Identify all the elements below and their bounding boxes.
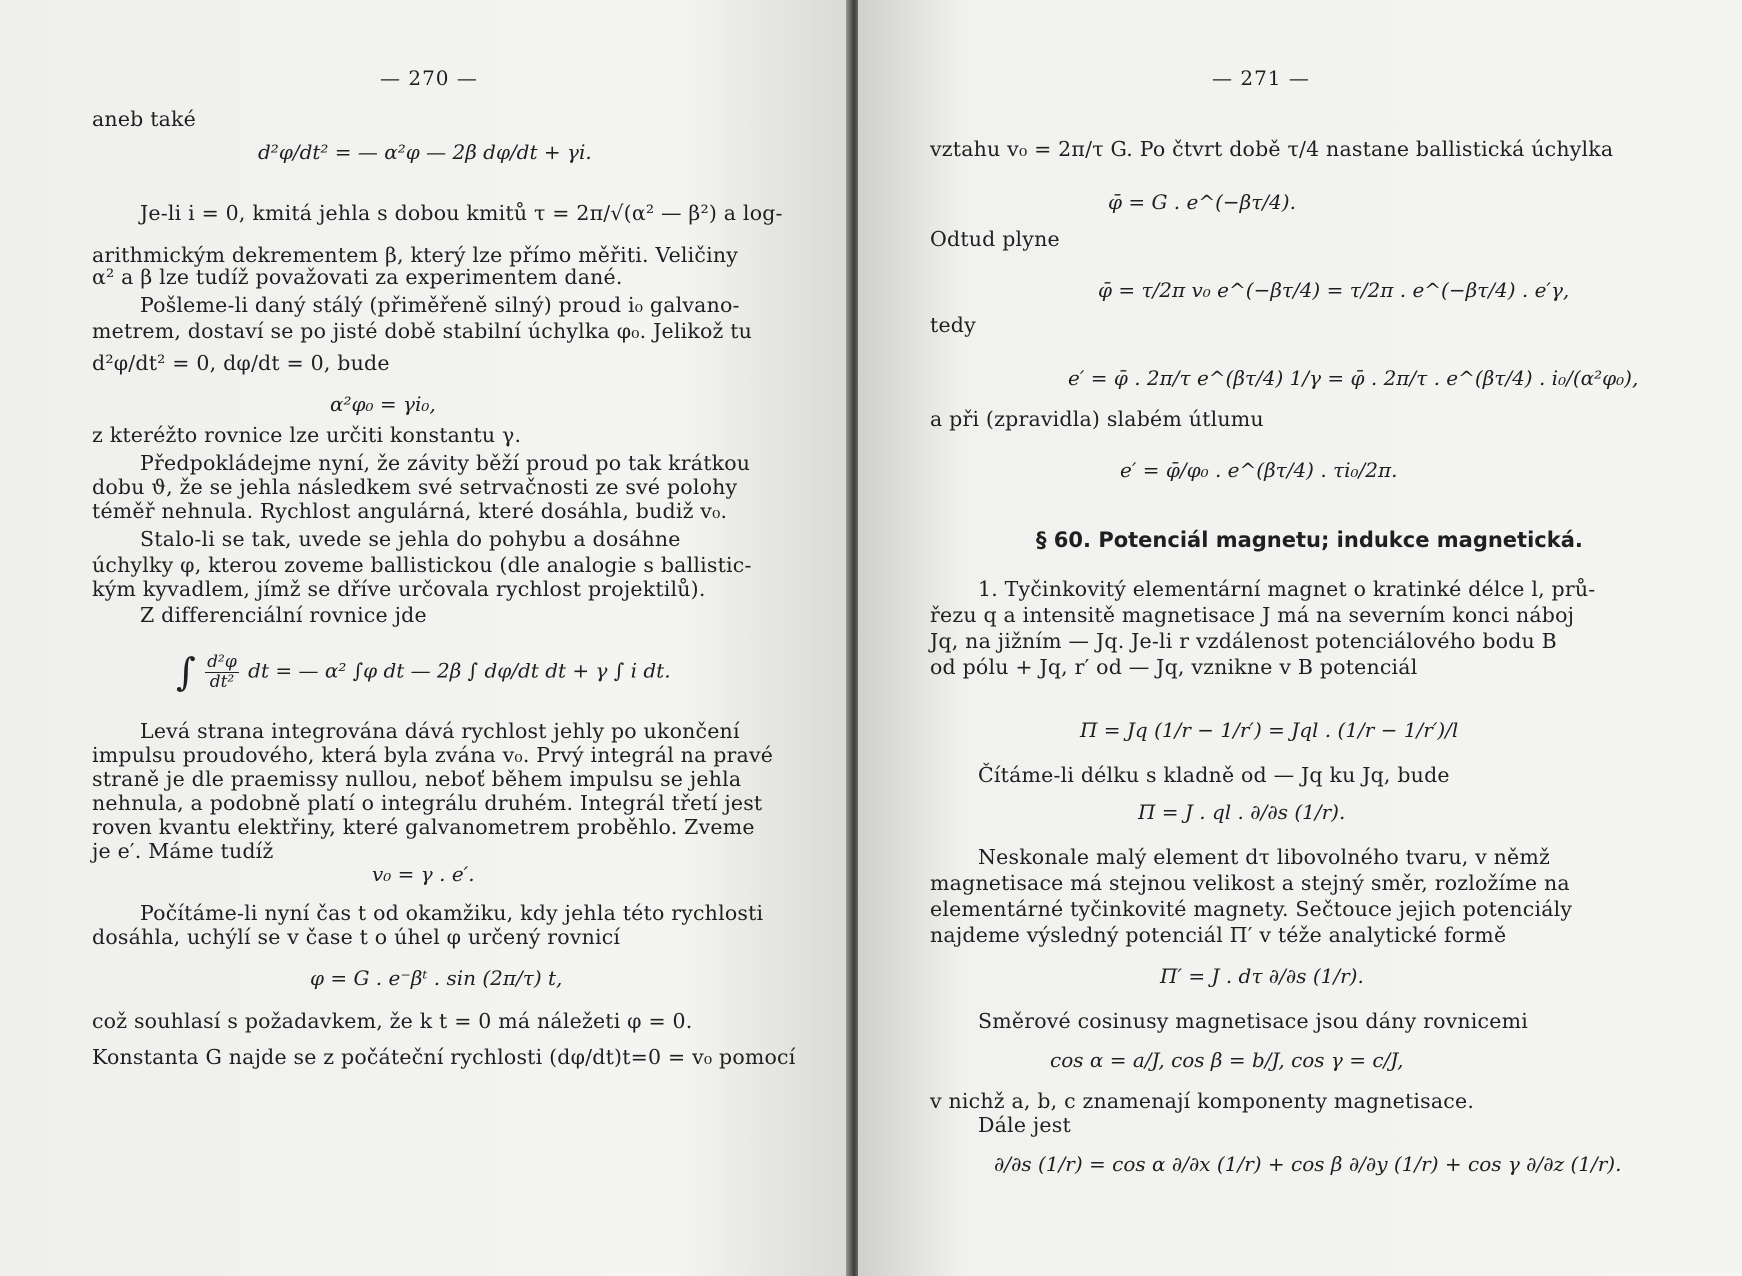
text-line: najdeme výsledný potenciál Π′ v téže analytické formě (930, 923, 1507, 947)
text-line: nehnula, a podobně platí o integrálu druhém. Integrál třetí jest (92, 791, 763, 815)
text-line: Dále jest (978, 1113, 1071, 1137)
text-line: 1. Tyčinkovitý elementární magnet o kratinké délce l, prů- (978, 577, 1596, 601)
text-line: a při (zpravidla) slabém útlumu (930, 407, 1264, 431)
section-heading: § 60. Potenciál magnetu; indukce magnetická. (1036, 528, 1583, 552)
equation: Π = Jq (1/r − 1/r′) = Jql . (1/r − 1/r′)/l (1080, 718, 1459, 742)
text-line: z kteréžto rovnice lze určiti konstantu γ. (92, 423, 522, 447)
text-line: řezu q a intensitě magnetisace J má na severním konci náboj (930, 603, 1575, 627)
text-line: Konstanta G najde se z počáteční rychlosti (dφ/dt)t=0 = v₀ pomocí (92, 1045, 796, 1069)
text-line: roven kvantu elektřiny, které galvanometrem proběhlo. Zveme (92, 815, 755, 839)
left-page (0, 0, 850, 1276)
text-line: magnetisace má stejnou velikost a stejný směr, rozložíme na (930, 871, 1570, 895)
text-line: Z differenciální rovnice jde (140, 603, 427, 627)
equation: e′ = φ̄ . 2π/τ e^(βτ/4) 1/γ = φ̄ . 2π/τ . e^(βτ/4) . i₀/(α²φ₀), (1068, 366, 1639, 390)
text-line: Pošleme-li daný stálý (přiměřeně silný) proud i₀ galvano- (140, 293, 740, 317)
text-line: Jq, na jižním — Jq. Je-li r vzdálenost potenciálového bodu B (930, 629, 1557, 653)
text-line: elementárné tyčinkovité magnety. Sečtouce jejich potenciály (930, 897, 1573, 921)
right-page (858, 0, 1742, 1276)
text-line: Počítáme-li nyní čas t od okamžiku, kdy jehla této rychlosti (140, 901, 764, 925)
text-line: tedy (930, 313, 976, 337)
text-line: je e′. Máme tudíž (92, 839, 274, 863)
text-line: Směrové cosinusy magnetisace jsou dány rovnicemi (978, 1009, 1528, 1033)
text-line: straně je dle praemissy nullou, neboť během impulsu se jehla (92, 767, 742, 791)
text-line: v nichž a, b, c znamenají komponenty magnetisace. (930, 1089, 1475, 1113)
text-line: dobu ϑ, že se jehla následkem své setrvačnosti ze své polohy (92, 475, 738, 499)
equation: φ̄ = G . e^(−βτ/4). (1108, 190, 1296, 214)
equation: v₀ = γ . e′. (372, 862, 475, 886)
text-line: arithmickým dekrementem β, který lze přímo měřiti. Veličiny (92, 243, 739, 267)
text-line: vztahu v₀ = 2π/τ G. Po čtvrt době τ/4 nastane ballistická úchylka (930, 137, 1614, 161)
text-line: od pólu + Jq, r′ od — Jq, vznikne v B potenciál (930, 655, 1418, 679)
text-line: aneb také (92, 107, 197, 131)
equation: φ̄ = τ/2π v₀ e^(−βτ/4) = τ/2π . e^(−βτ/4) . e′γ, (1098, 278, 1570, 302)
equation: ∫ $\frac{\text{d²φ}}{\text{dt²}}$ dt = — α² ∫φ dt — 2β ∫ dφ/dt dt + γ ∫ i dt. (176, 650, 671, 694)
text-line: metrem, dostaví se po jisté době stabilní úchylka φ₀. Jelikož tu (92, 319, 753, 343)
equation: ∂/∂s (1/r) = cos α ∂/∂x (1/r) + cos β ∂/∂y (1/r) + cos γ ∂/∂z (1/r). (994, 1152, 1622, 1176)
equation: Π = J . ql . ∂/∂s (1/r). (1138, 800, 1346, 824)
text-line: Odtud plyne (930, 227, 1060, 251)
text-line: dosáhla, uchýlí se v čase t o úhel φ určený rovnicí (92, 925, 621, 949)
fraction: $\frac{\text{d²φ}}{\text{dt²}}$ (207, 651, 237, 692)
page-number: — 271 — (1212, 66, 1310, 90)
integral-sign: ∫ (176, 650, 196, 694)
equation: φ = G . e⁻βᵗ . sin (2π/τ) t, (310, 966, 563, 990)
text-line: úchylky φ, kterou zoveme ballistickou (dle analogie s ballistic- (92, 553, 752, 577)
equation: cos α = a/J, cos β = b/J, cos γ = c/J, (1050, 1048, 1404, 1072)
text-line: Levá strana integrována dává rychlost jehly po ukončení (140, 719, 740, 743)
text-line: Předpokládejme nyní, že závity běží proud po tak krátkou (140, 451, 751, 475)
text-line: kým kyvadlem, jímž se dříve určovala rychlost projektilů). (92, 577, 706, 601)
text-line: téměř nehnula. Rychlost angulárná, které dosáhla, budiž v₀. (92, 499, 728, 523)
text-line: Čítáme-li délku s kladně od — Jq ku Jq, bude (978, 763, 1450, 787)
page-number: — 270 — (380, 66, 478, 90)
text-line: Je-li i = 0, kmitá jehla s dobou kmitů τ = 2π/√(α² — β²) a log- (140, 201, 783, 225)
text-line: d²φ/dt² = 0, dφ/dt = 0, bude (92, 351, 390, 375)
text-line: což souhlasí s požadavkem, že k t = 0 má náležeti φ = 0. (92, 1009, 693, 1033)
equation: d²φ/dt² = — α²φ — 2β dφ/dt + γi. (258, 140, 592, 164)
equation: Π′ = J . dτ ∂/∂s (1/r). (1160, 964, 1364, 988)
equation: α²φ₀ = γi₀, (330, 392, 436, 416)
text-line: α² a β lze tudíž považovati za experimentem dané. (92, 265, 623, 289)
text-line: impulsu proudového, která byla zvána v₀. Prvý integrál na pravé (92, 743, 774, 767)
text-line: Stalo-li se tak, uvede se jehla do pohybu a dosáhne (140, 527, 681, 551)
text-line: Neskonale malý element dτ libovolného tvaru, v němž (978, 845, 1551, 869)
equation: e′ = φ̄/φ₀ . e^(βτ/4) . τi₀/2π. (1120, 458, 1398, 482)
